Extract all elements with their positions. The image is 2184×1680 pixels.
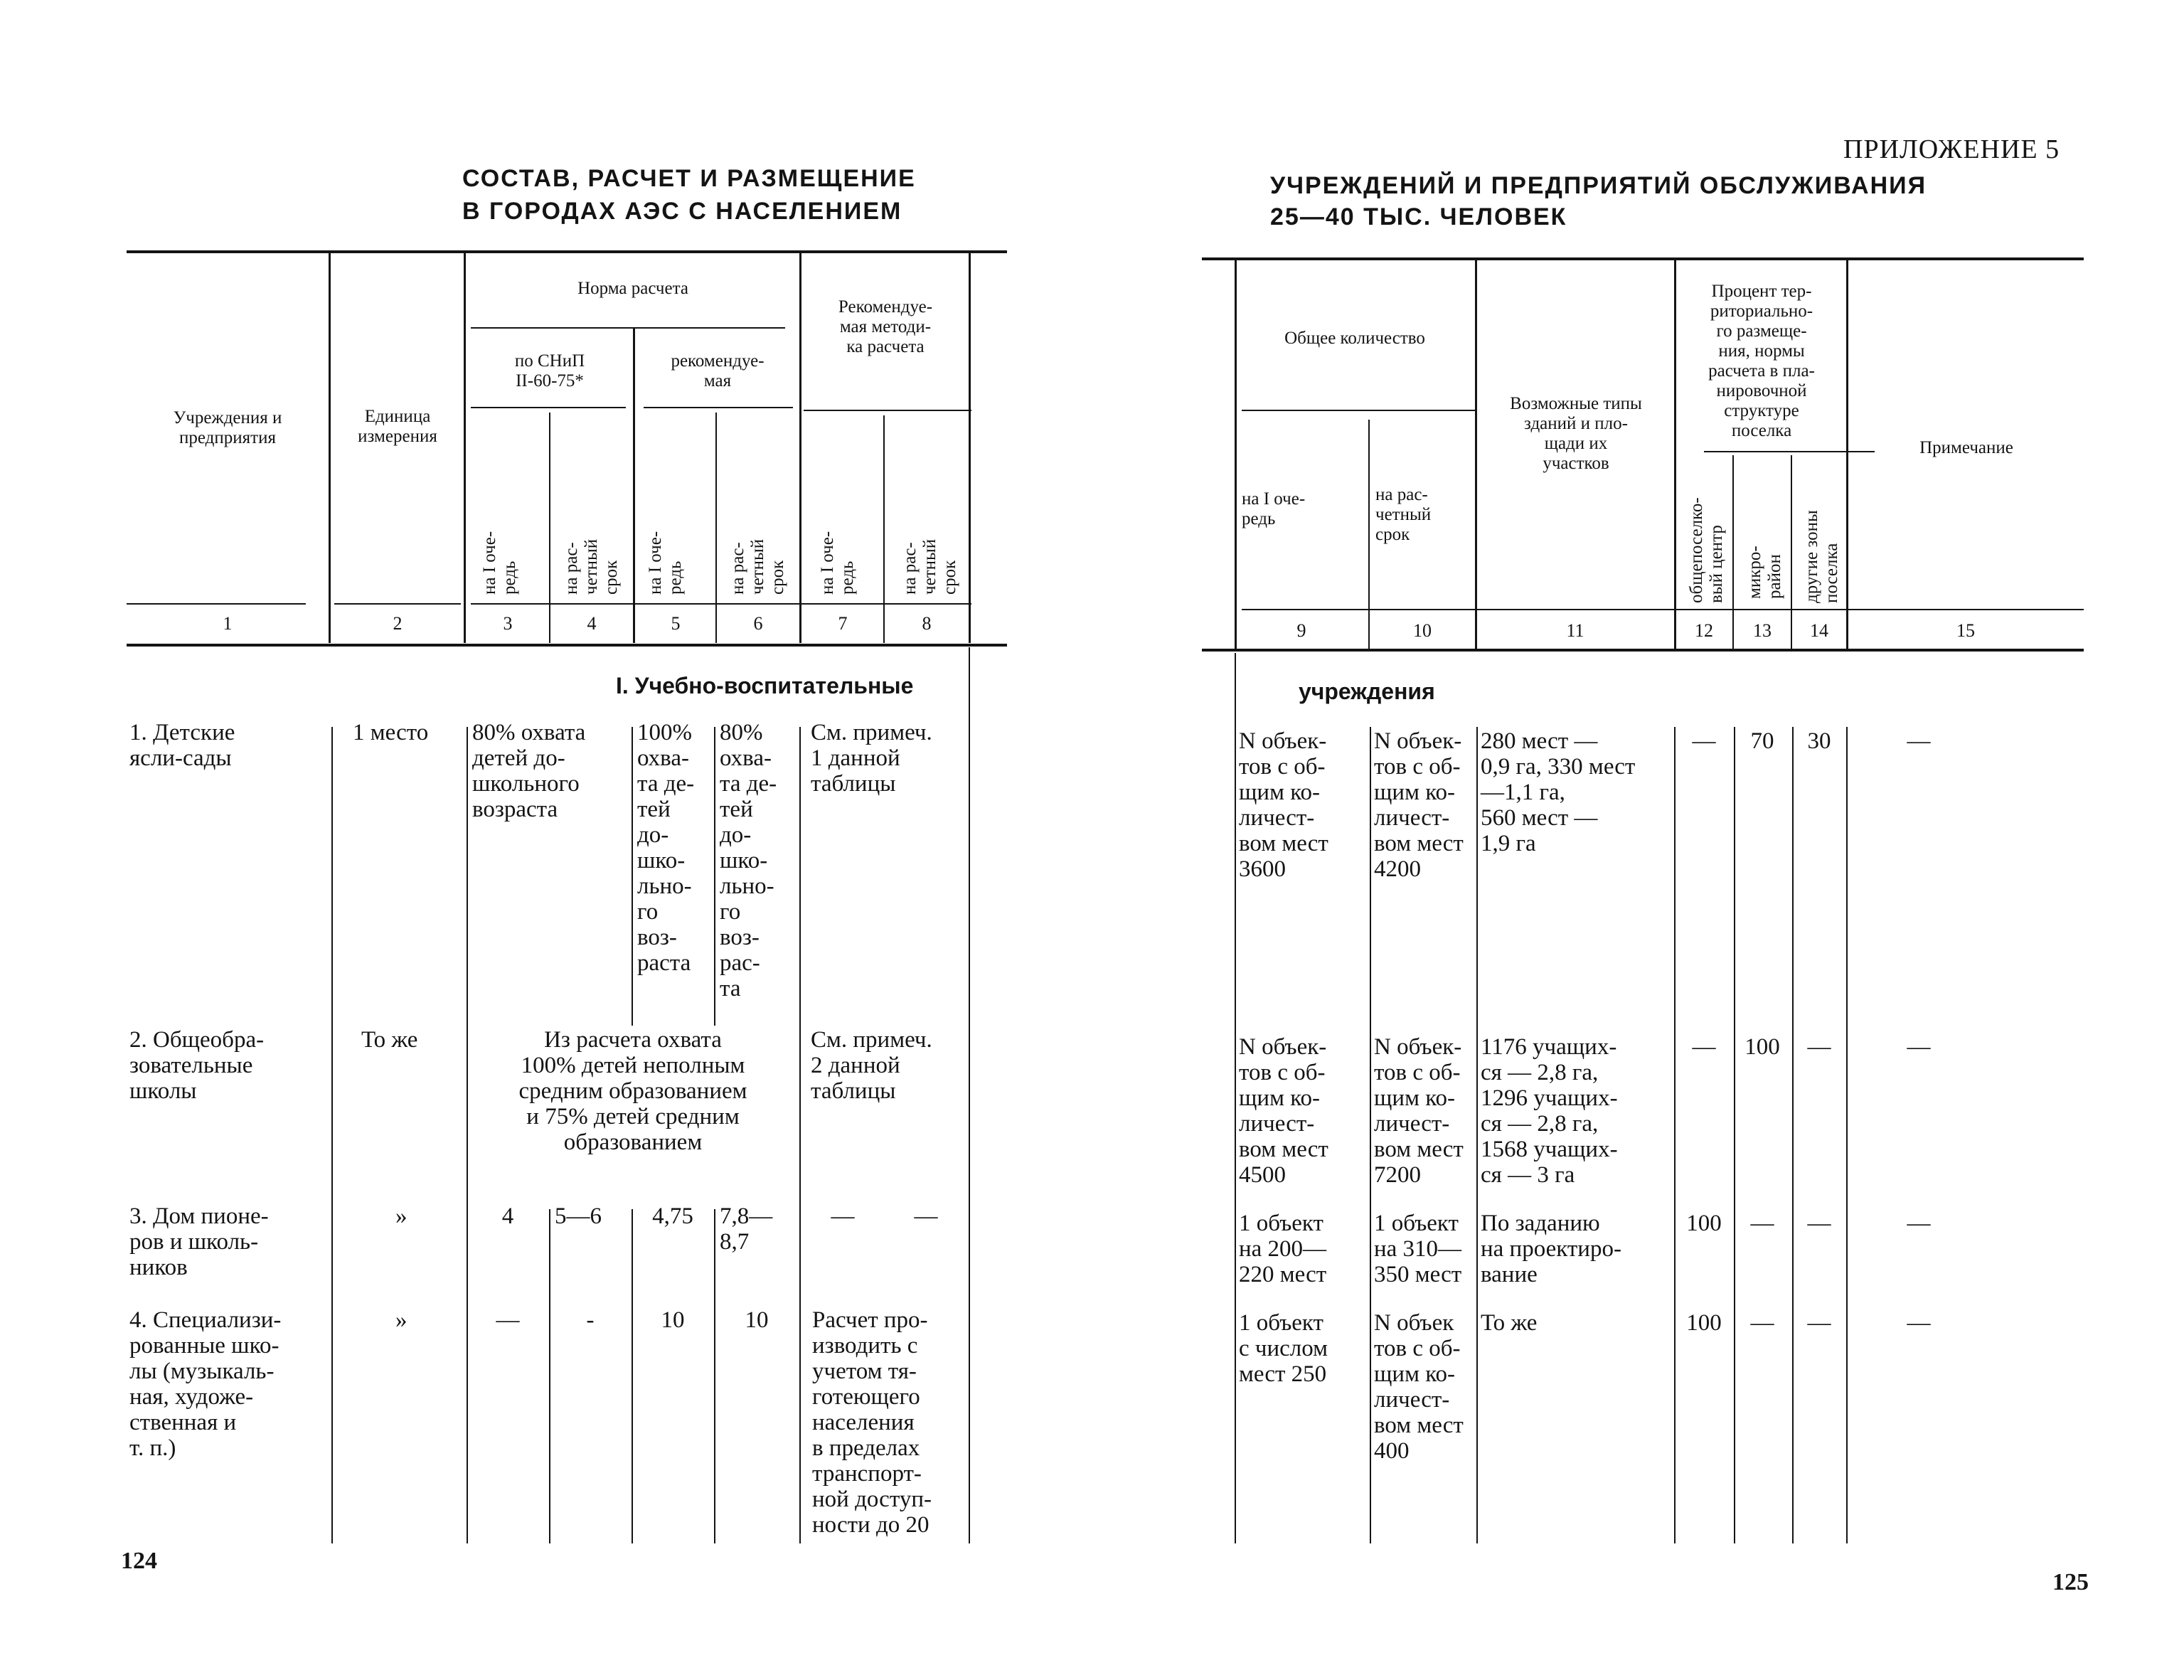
row4-c7: Расчет про- изводить с учетом тя- готеющего населения в пределах транспорт- ной доступ- ности до 20 xyxy=(812,1307,932,1538)
r-row3-c11: По заданию на проектиро- вание xyxy=(1481,1211,1621,1287)
row3-c6: 7,8— 8,7 xyxy=(720,1203,773,1255)
vline-left-edge xyxy=(1235,260,1237,649)
vline-body-col7 xyxy=(799,727,801,1543)
vline-body-unit xyxy=(331,727,333,1543)
page-number-right: 125 xyxy=(2052,1569,2089,1595)
vline-col12-head xyxy=(1674,260,1676,649)
vline-col3 xyxy=(464,253,466,643)
row2-c7: См. примеч. 2 данной таблицы xyxy=(811,1027,932,1104)
header-rec-calc-period: на рас- четный срок xyxy=(728,538,787,595)
snip-underline xyxy=(471,407,626,408)
col-number: 14 xyxy=(1810,620,1828,641)
r-row1-c13: 70 xyxy=(1750,728,1774,754)
r-row3-c12: 100 xyxy=(1686,1211,1722,1236)
header-other-zones: другие зоны поселка xyxy=(1802,510,1841,603)
header-note: Примечание xyxy=(1919,438,2013,457)
header-rec-first-stage: на I оче- редь xyxy=(646,531,685,595)
row4-name: 4. Специализи- рованные шко- лы (музыкаль- ная, художе- ственная и т. п.) xyxy=(129,1307,282,1461)
norm-underline xyxy=(471,327,785,329)
r-row2-c9: N объек- тов с об- щим ко- личест- вом мест 4500 xyxy=(1239,1034,1328,1188)
r-row2-c12: — xyxy=(1692,1034,1716,1060)
r-row2-c13: 100 xyxy=(1744,1034,1780,1060)
row1-c6: 80% охва- та де- тей до- шко- льно- го воз- рас- та xyxy=(720,720,777,1001)
vline-body-col6b xyxy=(714,1209,715,1543)
header-snip: по СНиП II-60-75* xyxy=(514,351,585,390)
row3-c8: — xyxy=(914,1203,938,1229)
col-number: 4 xyxy=(587,613,597,634)
header-right-calc-period: на рас- четный срок xyxy=(1375,485,1432,544)
vline-col15-head xyxy=(1846,260,1848,649)
r-row3-c13: — xyxy=(1750,1211,1774,1236)
col-number: 10 xyxy=(1413,620,1432,641)
col-number: 11 xyxy=(1566,620,1584,641)
col-number: 2 xyxy=(393,613,403,634)
vline-right-head xyxy=(969,253,971,643)
total-underline xyxy=(1242,410,1476,411)
vline-col10-head xyxy=(1368,420,1370,649)
table-top-rule xyxy=(127,250,1007,253)
col-number: 15 xyxy=(1956,620,1975,641)
left-title-line1: СОСТАВ, РАСЧЕТ И РАЗМЕЩЕНИЕ xyxy=(462,165,916,192)
row3-c7: — xyxy=(831,1203,855,1229)
vline-col11-head xyxy=(1475,260,1477,649)
vline-col7-head xyxy=(799,253,801,643)
r-row4-c13: — xyxy=(1750,1310,1774,1336)
row3-name: 3. Дом пионе- ров и школь- ников xyxy=(129,1203,269,1280)
header-right-first-stage: на I оче- редь xyxy=(1242,489,1306,528)
vline-body-col4 xyxy=(549,1209,550,1543)
header-percent: Процент тер- риториально- го размеще- ния, нормы расчета в пла- нировочной структуре поселка xyxy=(1708,282,1815,440)
table-top-rule-right xyxy=(1202,257,2084,260)
row3-unit: » xyxy=(395,1203,407,1229)
col-number: 7 xyxy=(838,613,848,634)
r-row4-c9: 1 объект с числом мест 250 xyxy=(1239,1310,1328,1387)
col-number: 1 xyxy=(223,613,233,634)
r-row1-c12: — xyxy=(1692,728,1716,754)
r-row3-c9: 1 объект на 200— 220 мест xyxy=(1239,1211,1327,1287)
header-snip-calc-period: на рас- четный срок xyxy=(562,538,621,595)
vline-body-right xyxy=(969,647,970,1543)
row4-c4: - xyxy=(586,1307,595,1333)
vline-col6-head xyxy=(715,413,717,643)
right-title-line2: 25—40 ТЫС. ЧЕЛОВЕК xyxy=(1270,203,1567,230)
r-row1-c14: 30 xyxy=(1807,728,1831,754)
r-row2-c14: — xyxy=(1807,1034,1831,1060)
header-recommended: рекомендуе- мая xyxy=(671,351,765,390)
r-row4-c11: То же xyxy=(1481,1310,1538,1336)
r-row1-c9: N объек- тов с об- щим ко- личест- вом мест 3600 xyxy=(1239,728,1328,882)
row1-unit: 1 место xyxy=(353,720,429,745)
r-row2-c15: — xyxy=(1907,1034,1931,1060)
row2-unit: То же xyxy=(361,1027,418,1053)
r-row1-c11: 280 мест — 0,9 га, 330 мест —1,1 га, 560 мест — 1,9 га xyxy=(1481,728,1636,856)
vline-body-left xyxy=(1235,653,1236,1543)
col-number: 9 xyxy=(1296,620,1306,641)
section-title-right: учреждения xyxy=(1299,679,1435,704)
col-number: 3 xyxy=(503,613,513,634)
vline-col2 xyxy=(329,253,331,643)
header-method-calc-period: на рас- четный срок xyxy=(900,538,959,595)
r-row4-c12: 100 xyxy=(1686,1310,1722,1336)
row4-c5: 10 xyxy=(661,1307,685,1333)
header-bottom-rule-b xyxy=(334,603,461,605)
vline-body-col13 xyxy=(1734,727,1735,1543)
row2-c3: Из расчета охвата 100% детей неполным средним образованием и 75% детей средним образованием xyxy=(518,1027,747,1155)
r-row1-c15: — xyxy=(1907,728,1931,754)
header-bottom-rule-c xyxy=(471,603,971,605)
r-row2-c11: 1176 учащих- ся — 2,8 га, 1296 учащих- ся — 2,8 га, 1568 учащих- ся — 3 га xyxy=(1481,1034,1618,1188)
col-number: 5 xyxy=(671,613,681,634)
vline-body-col3 xyxy=(467,727,468,1543)
col-number: 6 xyxy=(753,613,763,634)
vline-body-col5a xyxy=(632,727,633,1026)
row2-name: 2. Общеобра- зовательные школы xyxy=(129,1027,265,1104)
vline-col8-head xyxy=(883,415,885,643)
r-row4-c15: — xyxy=(1907,1310,1931,1336)
header-norm: Норма расчета xyxy=(577,279,688,298)
header-snip-first-stage: на I оче- редь xyxy=(480,531,519,595)
header-method-first-stage: на I оче- редь xyxy=(818,531,857,595)
vline-body-col11 xyxy=(1476,727,1478,1543)
page-number-left: 124 xyxy=(121,1548,157,1574)
colnum-bottom-rule xyxy=(127,644,1007,647)
header-total: Общее количество xyxy=(1284,329,1425,348)
r-row2-c10: N объек- тов с об- щим ко- личест- вом мест 7200 xyxy=(1374,1034,1464,1188)
header-institutions: Учреждения и предприятия xyxy=(173,408,282,447)
row3-c3: 4 xyxy=(501,1203,514,1229)
right-page xyxy=(1092,0,2184,1680)
row3-c4: 5—6 xyxy=(555,1203,602,1229)
row1-c3: 80% охвата детей до- школьного возраста xyxy=(472,720,586,822)
header-micro: микро- район xyxy=(1745,546,1784,599)
left-title-line2: В ГОРОДАХ АЭС С НАСЕЛЕНИЕМ xyxy=(462,198,902,225)
right-title-line1: УЧРЕЖДЕНИЙ И ПРЕДПРИЯТИЙ ОБСЛУЖИВАНИЯ xyxy=(1270,172,1927,199)
vline-body-col15 xyxy=(1846,727,1848,1543)
r-row3-c14: — xyxy=(1807,1211,1831,1236)
row1-c5: 100% охва- та де- тей до- шко- льно- го воз- раста xyxy=(637,720,695,976)
colnum-bottom-rule-right xyxy=(1202,649,2084,652)
vline-body-col14 xyxy=(1792,727,1794,1543)
col-number: 13 xyxy=(1753,620,1772,641)
header-method: Рекомендуе- мая методи- ка расчета xyxy=(838,297,933,356)
r-row3-c10: 1 объект на 310— 350 мест xyxy=(1374,1211,1462,1287)
vline-col4-head xyxy=(549,413,550,643)
header-center: общепоселко- вый центр xyxy=(1687,497,1726,603)
row1-c7: См. примеч. 1 данной таблицы xyxy=(811,720,932,797)
col-number: 12 xyxy=(1695,620,1713,641)
row4-unit: » xyxy=(395,1307,407,1333)
r-row4-c14: — xyxy=(1807,1310,1831,1336)
r-row3-c15: — xyxy=(1907,1211,1931,1236)
header-building-types: Возможные типы зданий и пло- щади их участков xyxy=(1510,394,1642,473)
method-underline xyxy=(804,410,971,411)
appendix-label: ПРИЛОЖЕНИЕ 5 xyxy=(1843,134,2060,164)
row3-c5: 4,75 xyxy=(652,1203,693,1229)
col-number: 8 xyxy=(922,613,932,634)
r-row1-c10: N объек- тов с об- щим ко- личест- вом мест 4200 xyxy=(1374,728,1464,882)
header-bottom-rule-a xyxy=(127,603,306,605)
section-title: I. Учебно-воспитательные xyxy=(616,673,914,698)
vline-body-col12 xyxy=(1674,727,1676,1543)
vline-body-col5b xyxy=(632,1209,633,1543)
header-unit: Единица измерения xyxy=(358,407,437,446)
row4-c6: 10 xyxy=(745,1307,769,1333)
vline-body-col10 xyxy=(1370,727,1371,1543)
row1-name: 1. Детские ясли-сады xyxy=(129,720,235,771)
vline-body-col6a xyxy=(714,727,715,1026)
r-row4-c10: N объек тов с об- щим ко- личест- вом мест 400 xyxy=(1374,1310,1464,1464)
row4-c3: — xyxy=(496,1307,520,1333)
recommended-underline xyxy=(644,407,793,408)
vline-col5-head xyxy=(633,329,635,643)
